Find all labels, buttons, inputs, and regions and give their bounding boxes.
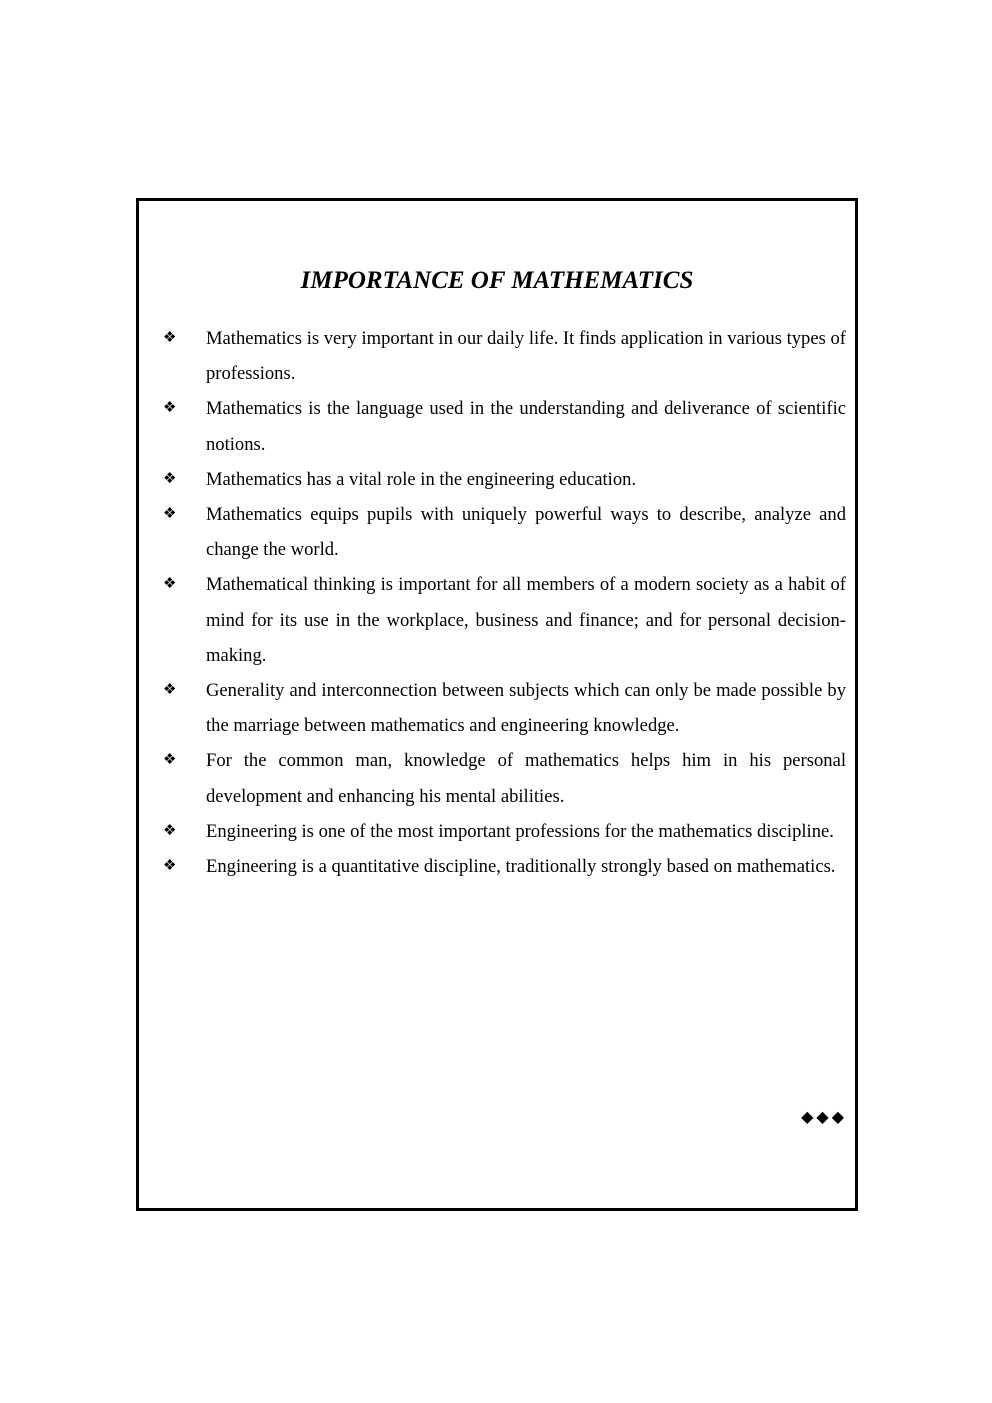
list-item <box>139 567 846 673</box>
list-item <box>139 673 846 743</box>
diamond-bullet-icon: ❖ <box>163 470 177 487</box>
diamond-bullet-icon: ❖ <box>163 576 177 593</box>
end-diamonds-icon: ◆◆◆ <box>801 1109 847 1126</box>
diamond-bullet-icon: ❖ <box>163 506 177 523</box>
list-item-text: For the common man, knowledge of mathematics helps him in his personal development and enhancing his mental abilities. <box>206 750 846 807</box>
diamond-bullet-icon: ❖ <box>163 822 177 839</box>
list-item <box>139 849 846 884</box>
list-item <box>139 391 846 461</box>
list-item-text: Mathematics is the language used in the understanding and deliverance of scientific notions. <box>206 398 846 455</box>
list-item <box>139 743 846 813</box>
list-item-text: Mathematics is very important in our daily life. It finds application in various types of professions. <box>206 328 846 385</box>
diamond-bullet-icon: ❖ <box>163 752 177 769</box>
list-item <box>139 321 846 391</box>
list-item-text: Mathematics has a vital role in the engineering education. <box>206 468 637 490</box>
list-item <box>139 497 846 567</box>
list-item <box>139 814 846 849</box>
diamond-bullet-icon: ❖ <box>163 682 177 699</box>
list-item-text: Engineering is one of the most important professions for the mathematics discipline. <box>206 820 834 842</box>
page-border-frame <box>136 198 858 1211</box>
diamond-bullet-icon: ❖ <box>163 330 177 346</box>
list-item-text: Mathematics equips pupils with uniquely powerful ways to describe, analyze and change the world. <box>206 504 846 561</box>
diamond-bullet-icon: ❖ <box>163 858 177 875</box>
diamond-bullet-icon: ❖ <box>163 400 177 417</box>
list-item-text: Engineering is a quantitative discipline, traditionally strongly based on mathematics. <box>206 856 836 878</box>
list-item <box>139 462 846 497</box>
page-title: IMPORTANCE OF MATHEMATICS <box>300 267 694 294</box>
list-item-text: Generality and interconnection between subjects which can only be made possible by the marriage between mathematics and engineering knowledge. <box>206 680 846 737</box>
bullet-list <box>139 321 849 884</box>
list-item-text: Mathematical thinking is important for all members of a modern society as a habit of mind for its use in the workplace, business and finance; and for personal decision-making. <box>206 574 846 666</box>
